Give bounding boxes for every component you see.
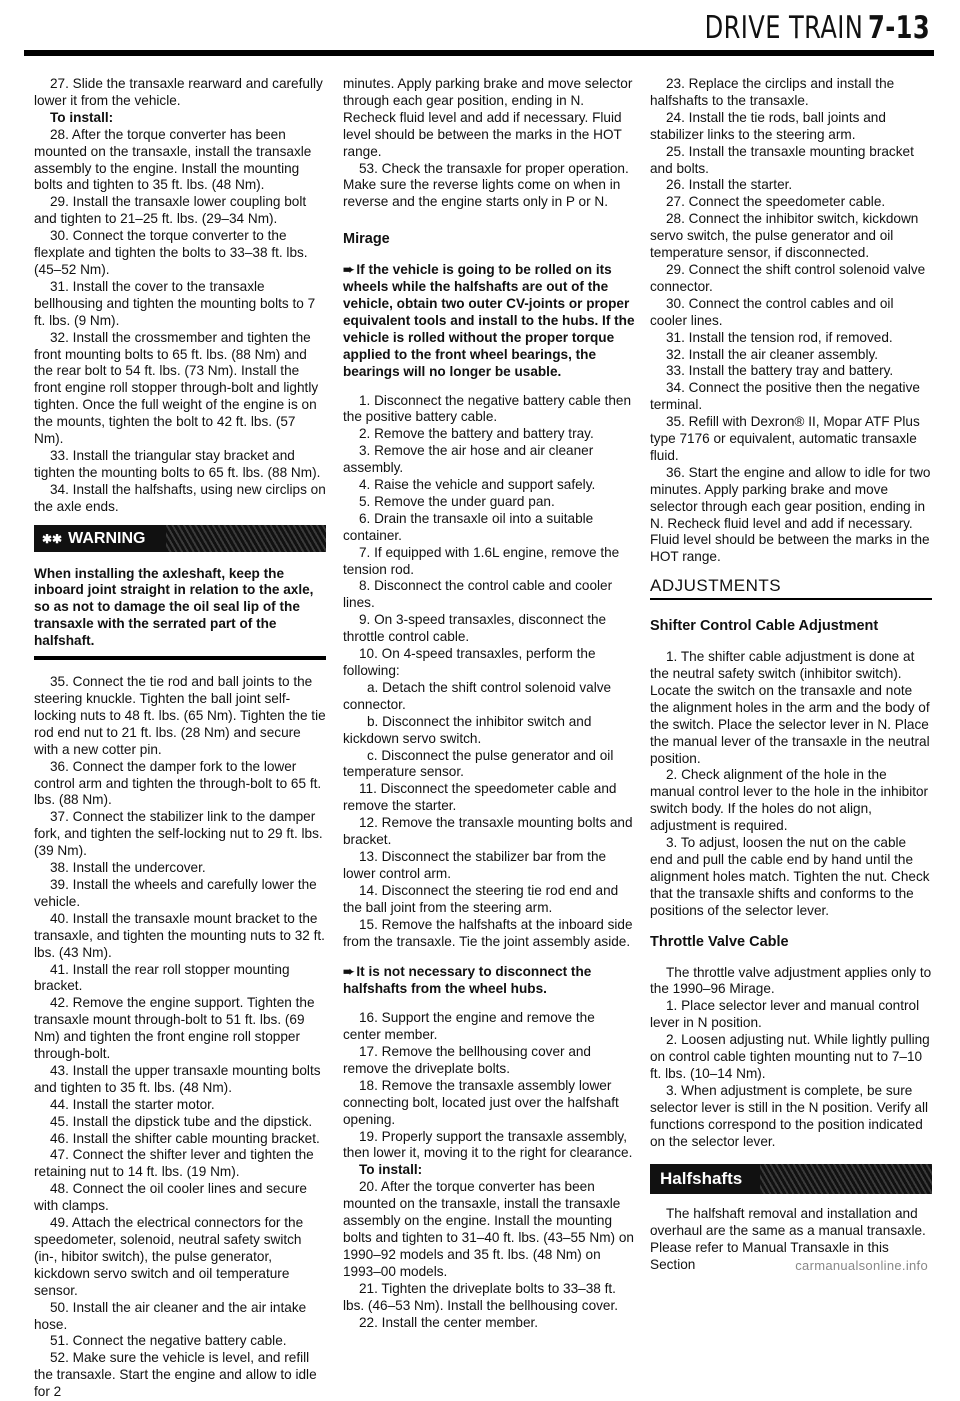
banner-texture bbox=[760, 1164, 932, 1194]
mirage-step-7: 7. If equipped with 1.6L engine, remove the tension rod. bbox=[343, 544, 620, 577]
column-2 bbox=[343, 76, 635, 1331]
watermark: carmanualsonline.info bbox=[795, 1258, 928, 1273]
mirage-step-6: 6. Drain the transaxle oil into a suitable container. bbox=[343, 510, 594, 543]
note-halfshafts-text: It is not necessary to disconnect the halfshafts from the wheel hubs. bbox=[343, 964, 592, 997]
step-48: 48. Connect the oil cooler lines and secure with clamps. bbox=[34, 1181, 307, 1214]
note-arrow-icon: ➨ bbox=[343, 964, 355, 980]
throttle-cable-heading: Throttle Valve Cable bbox=[650, 933, 789, 950]
step-32: 32. Install the crossmember and tighten the front mounting bolts to 65 ft. lbs. (88 Nm) and the rear bolt to 54 ft. lbs. (73 Nm). Install the front engine roll stopper through-bolt and lightly tighten. Once the full weight of the engine is on the mounts, tighten the bolt to 42 ft. lbs. (57 Nm). bbox=[34, 329, 319, 447]
mirage-step-14: 14. Disconnect the steering tie rod end and the ball joint from the steering arm. bbox=[343, 882, 619, 915]
note-halfshafts bbox=[343, 964, 635, 998]
throttle-step-2: 2. Loosen adjusting nut. While lightly pulling on control cable tighten mounting nut to 7–10 ft. lbs. (10–14 Nm). bbox=[650, 1032, 930, 1081]
mirage-step-3: 3. Remove the air hose and air cleaner assembly. bbox=[343, 443, 594, 476]
shifter-cable-heading: Shifter Control Cable Adjustment bbox=[650, 618, 879, 635]
install-heading-2: To install: bbox=[359, 1162, 423, 1178]
step-44: 44. Install the starter motor. bbox=[50, 1096, 215, 1112]
step-35: 35. Connect the tie rod and ball joints to the steering knuckle. Tighten the ball joint self-locking nuts to 48 ft. lbs. (65 Nm). Tighten the tie rod end nut to 21 ft. lbs. (28 Nm) and secure with a new cotter pin. bbox=[34, 674, 326, 757]
mirage-step-21: 21. Tighten the driveplate bolts to 33–38 ft. lbs. (46–53 Nm). Install the bellhousing cover. bbox=[343, 1280, 619, 1313]
step-33: 33. Install the triangular stay bracket and tighten the mounting bolts to 65 ft. lbs. (88 Nm). bbox=[34, 447, 321, 480]
step-45: 45. Install the dipstick tube and the dipstick. bbox=[50, 1113, 313, 1129]
mirage-step-9: 9. On 3-speed transaxles, disconnect the throttle control cable. bbox=[343, 612, 607, 645]
mirage-step-15: 15. Remove the halfshafts at the inboard side from the transaxle. Tie the joint assembly aside. bbox=[343, 916, 633, 949]
step-36: 36. Connect the damper fork to the lower control arm and tighten the through-bolt to 65 ft. lbs. (88 Nm). bbox=[34, 758, 322, 808]
halfshafts-banner bbox=[650, 1164, 932, 1194]
section-name: DRIVE TRAIN bbox=[704, 10, 864, 46]
mirage-step-10a: a. Detach the shift control solenoid valve connector. bbox=[343, 679, 612, 712]
mirage-step-10c: c. Disconnect the pulse generator and oil temperature sensor. bbox=[343, 747, 614, 780]
mirage-step-25: 25. Install the transaxle mounting bracket and bolts. bbox=[650, 143, 914, 176]
step-43: 43. Install the upper transaxle mounting bolts and tighten to 35 ft. lbs. (48 Nm). bbox=[34, 1062, 321, 1095]
adjustments-heading: ADJUSTMENTS bbox=[650, 576, 782, 596]
shifter-step-2: 2. Check alignment of the hole in the manual control lever to the hole in the inhibitor switch body. If the holes do not align, adjustment is required. bbox=[650, 767, 929, 834]
warning-banner bbox=[34, 525, 326, 552]
warning-rule bbox=[34, 656, 326, 660]
page-header bbox=[0, 0, 960, 60]
mirage-step-16: 16. Support the engine and remove the center member. bbox=[343, 1010, 595, 1043]
mirage-step-22: 22. Install the center member. bbox=[359, 1314, 539, 1330]
mirage-step-11: 11. Disconnect the speedometer cable and remove the starter. bbox=[343, 781, 617, 814]
mirage-step-28: 28. Connect the inhibitor switch, kickdown servo switch, the pulse generator and oil temperature sensor, if disconnected. bbox=[650, 211, 919, 261]
mirage-step-29: 29. Connect the shift control solenoid valve connector. bbox=[650, 261, 926, 294]
mirage-step-10b: b. Disconnect the inhibitor switch and kickdown servo switch. bbox=[343, 713, 592, 746]
mirage-step-27: 27. Connect the speedometer cable. bbox=[666, 194, 886, 210]
mirage-step-30: 30. Connect the control cables and oil cooler lines. bbox=[650, 295, 894, 328]
mirage-step-35: 35. Refill with Dexron® II, Mopar ATF Plus type 7176 or equivalent, automatic transaxle fluid. bbox=[650, 414, 920, 463]
warning-label: WARNING bbox=[68, 529, 146, 547]
mirage-step-12: 12. Remove the transaxle mounting bolts and bracket. bbox=[343, 815, 633, 848]
step-40: 40. Install the transaxle mount bracket to the transaxle, and tighten the mounting nuts to 32 ft. lbs. (43 Nm). bbox=[34, 910, 325, 960]
step-31: 31. Install the cover to the transaxle bellhousing and tighten the mounting bolts to 7 ft. lbs. (9 Nm). bbox=[34, 278, 316, 328]
mirage-step-31: 31. Install the tension rod, if removed. bbox=[666, 329, 893, 345]
step-28: 28. After the torque converter has been mounted on the transaxle, install the transaxle assembly to the engine. Install the mounting bolts and tighten to 35 ft. lbs. (48 Nm). bbox=[34, 126, 312, 193]
step-53: 53. Check the transaxle for proper operation. Make sure the reverse lights come on when in reverse and the engine starts only in P or N. bbox=[343, 160, 629, 210]
step-41: 41. Install the rear roll stopper mounting bracket. bbox=[34, 961, 290, 994]
mirage-heading: Mirage bbox=[343, 231, 390, 248]
step-49: 49. Attach the electrical connectors for the speedometer, solenoid, neutral safety switch (in-, hibitor switch), the pulse generator, kickdown servo switch and oil temperature sensor. bbox=[34, 1215, 304, 1298]
install-heading: To install: bbox=[50, 109, 114, 125]
step-38: 38. Install the undercover. bbox=[50, 860, 206, 876]
step-51: 51. Connect the negative battery cable. bbox=[50, 1333, 287, 1349]
halfshafts-heading: Halfshafts bbox=[660, 1169, 743, 1189]
mirage-step-33: 33. Install the battery tray and battery. bbox=[666, 363, 894, 379]
warning-asterisk-icon: ✱✱ bbox=[42, 531, 63, 546]
mirage-step-17: 17. Remove the bellhousing cover and remove the driveplate bolts. bbox=[343, 1044, 591, 1076]
mirage-step-18: 18. Remove the transaxle assembly lower connecting bolt, located just over the halfshaft opening. bbox=[343, 1077, 619, 1127]
throttle-intro: The throttle valve adjustment applies only to the 1990–96 Mirage. bbox=[650, 964, 932, 997]
mirage-step-2: 2. Remove the battery and battery tray. bbox=[359, 426, 594, 442]
note-rolling-text: If the vehicle is going to be rolled on its wheels while the halfshafts are out of the vehicle, obtain two outer CV-joints or proper equivalent tools and install to the hubs. If the vehicle is rolled without the proper torque applied to the front wheel bearings, the bearings will no longer be usable. bbox=[343, 262, 635, 379]
mirage-step-36: 36. Start the engine and allow to idle for two minutes. Apply parking brake and move selector through each gear position, ending in N. Recheck fluid level and add if necessary. Fluid level should be between the marks in the HOT range. bbox=[650, 464, 931, 565]
step-52: 52. Make sure the vehicle is level, and refill the transaxle. Start the engine and allow to idle for 2 bbox=[34, 1350, 317, 1400]
mirage-step-19: 19. Properly support the transaxle assembly, then lower it, moving it to the right for clearance. bbox=[343, 1128, 633, 1161]
mirage-step-23: 23. Replace the circlips and install the halfshafts to the transaxle. bbox=[650, 76, 895, 108]
step-47: 47. Connect the shifter lever and tighten the retaining nut to 14 ft. lbs. (19 Nm). bbox=[34, 1147, 314, 1180]
note-arrow-icon: ➨ bbox=[343, 262, 355, 278]
banner-texture bbox=[166, 525, 326, 552]
mirage-step-26: 26. Install the starter. bbox=[666, 177, 793, 193]
column-1 bbox=[34, 76, 326, 1401]
mirage-step-1: 1. Disconnect the negative battery cable then the positive battery cable. bbox=[343, 392, 632, 425]
mirage-step-34: 34. Connect the positive then the negative terminal. bbox=[650, 380, 920, 413]
step-37: 37. Connect the stabilizer link to the damper fork, and tighten the self-locking nut to 29 ft. lbs. (39 Nm). bbox=[34, 809, 323, 859]
mirage-step-24: 24. Install the tie rods, ball joints and stabilizer links to the steering arm. bbox=[650, 109, 886, 142]
mirage-step-20: 20. After the torque converter has been mounted on the transaxle, install the transaxle assembly on the engine. Install the mounting bolts and tighten to 31–40 ft. lbs. (43–55 Nm) on 1990–92 models and 35 ft. lbs. (48 Nm) on 1993–00 models. bbox=[343, 1179, 634, 1279]
throttle-step-3: 3. When adjustment is complete, be sure selector lever is still in the N position. Verify all functions correspond to the position indicated on the selector lever. bbox=[650, 1082, 929, 1149]
warning-text: When installing the axleshaft, keep the inboard joint straight in relation to the axle, so as not to damage the oil seal lip of the transaxle with the serrated part of the halfshaft. bbox=[34, 565, 314, 649]
step-39: 39. Install the wheels and carefully lower the vehicle. bbox=[34, 876, 317, 909]
step-52-continued: minutes. Apply parking brake and move selector through each gear position, ending in N. Recheck fluid level and add if necessary. Fluid level should be between the marks in the HOT range. bbox=[343, 76, 633, 159]
step-27: 27. Slide the transaxle rearward and carefully lower it from the vehicle. bbox=[34, 76, 323, 108]
shifter-step-3: 3. To adjust, loosen the nut on the cable end and pull the cable end by hand until the alignment holes match. Tighten the nut. Check that the transaxle shifts and conforms to the positions of the selector lever. bbox=[650, 835, 930, 918]
step-42: 42. Remove the engine support. Tighten the transaxle mount through-bolt to 51 ft. lbs. (69 Nm) and tighten the front engine roll stopper through-bolt. bbox=[34, 995, 315, 1062]
column-3 bbox=[650, 76, 932, 1274]
header-rule bbox=[24, 50, 934, 56]
mirage-step-4: 4. Raise the vehicle and support safely. bbox=[359, 477, 596, 493]
mirage-step-13: 13. Disconnect the stabilizer bar from the lower control arm. bbox=[343, 848, 607, 881]
page-number: 7-13 bbox=[867, 10, 930, 46]
halfshafts-text: The halfshaft removal and installation and overhaul are the same as a manual transaxle. Please refer to Manual Transaxle in this Section bbox=[650, 1206, 926, 1273]
mirage-step-32: 32. Install the air cleaner assembly. bbox=[666, 346, 879, 362]
note-rolling-vehicle bbox=[343, 262, 635, 380]
mirage-step-5: 5. Remove the under guard pan. bbox=[359, 493, 555, 509]
step-30: 30. Connect the torque converter to the flexplate and tighten the bolts to 33–38 ft. lbs. (45–52 Nm). bbox=[34, 228, 308, 277]
step-29: 29. Install the transaxle lower coupling bolt and tighten to 21–25 ft. lbs. (29–34 Nm). bbox=[34, 194, 307, 227]
step-34: 34. Install the halfshafts, using new circlips on the axle ends. bbox=[34, 481, 326, 514]
step-46: 46. Install the shifter cable mounting bracket. bbox=[50, 1130, 320, 1146]
mirage-step-10: 10. On 4-speed transaxles, perform the following: bbox=[343, 646, 596, 678]
mirage-step-8: 8. Disconnect the control cable and cooler lines. bbox=[343, 578, 613, 611]
header-title bbox=[705, 10, 930, 46]
shifter-step-1: 1. The shifter cable adjustment is done at the neutral safety switch (inhibitor switch). Locate the switch on the transaxle and note the alignment holes in the arm and the body of the switch. Place the selector lever in N. Place the manual lever of the transaxle in the neutral position. bbox=[650, 649, 930, 766]
throttle-step-1: 1. Place selector lever and manual control lever in N position. bbox=[650, 998, 920, 1031]
step-50: 50. Install the air cleaner and the air intake hose. bbox=[34, 1299, 307, 1332]
adjustments-rule bbox=[650, 598, 932, 600]
